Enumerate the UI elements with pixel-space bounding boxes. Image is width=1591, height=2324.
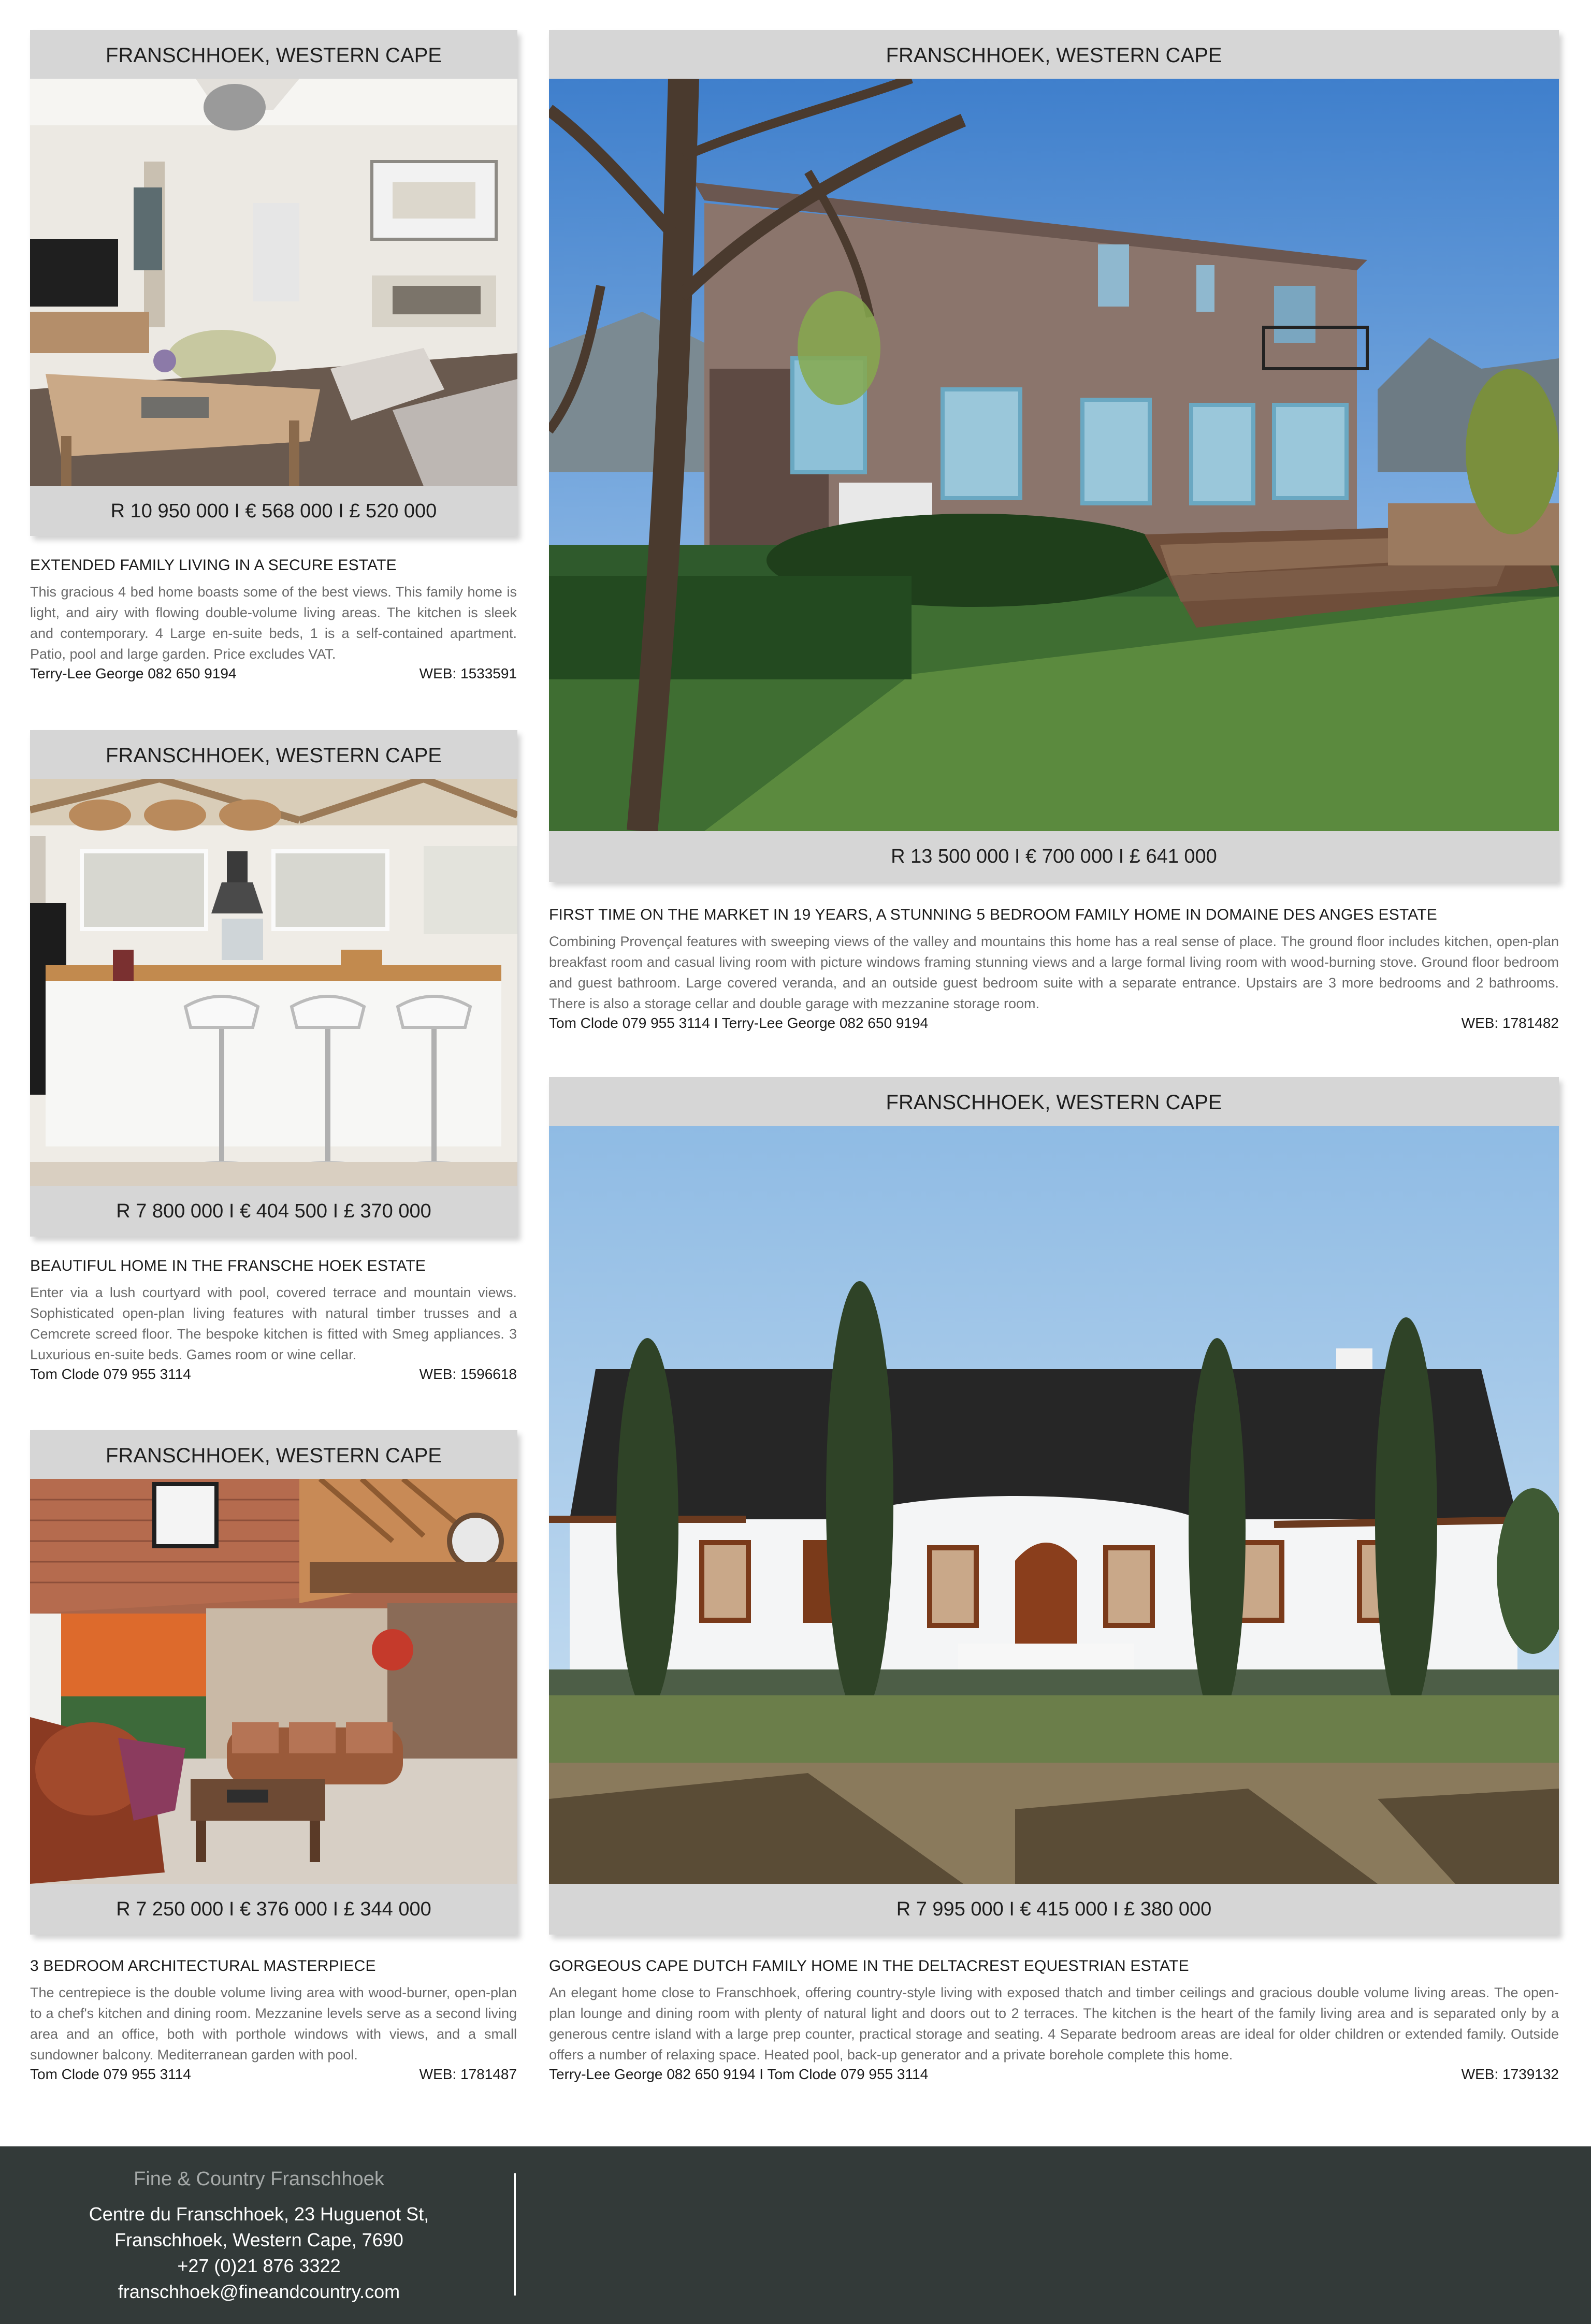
office-phone[interactable]: +27 (0)21 876 3322 <box>177 2255 341 2276</box>
agent-contact: Tom Clode 079 955 3114 <box>30 1366 191 1382</box>
listing-location: FRANSCHHOEK, WESTERN CAPE <box>106 44 442 67</box>
listing-photo[interactable] <box>30 1479 517 1884</box>
agent-contact: Terry-Lee George 082 650 9194 <box>30 665 237 681</box>
agent-contact: Tom Clode 079 955 3114 I Terry-Lee George 082 650 9194 <box>549 1015 929 1031</box>
listing-title: EXTENDED FAMILY LIVING IN A SECURE ESTATE <box>30 557 397 574</box>
listing-title: BEAUTIFUL HOME IN THE FRANSCHE HOEK ESTATE <box>30 1257 426 1274</box>
listing-details-4 <box>30 1957 517 2083</box>
listing-contact <box>30 1366 517 1383</box>
listing-photo[interactable] <box>549 1126 1559 1884</box>
listing-details-5 <box>549 1957 1559 2083</box>
listing-price: R 7 995 000 I € 415 000 I £ 380 000 <box>896 1898 1212 1920</box>
address-line-1: Centre du Franschhoek, 23 Huguenot St, <box>89 2203 429 2225</box>
address-line-2: Franschhoek, Western Cape, 7690 <box>114 2229 403 2250</box>
listing-photo[interactable] <box>30 79 517 486</box>
listing-photo[interactable] <box>30 779 517 1186</box>
listing-price: R 7 250 000 I € 376 000 I £ 344 000 <box>116 1898 431 1920</box>
listing-description: An elegant home close to Franschhoek, offering country-style living with exposed thatch and timber ceilings and gracious double volume living areas. The open-plan lounge and dining room with plenty of natural light and doors out to 2 terraces. The kitchen is the heart of the family living area and is separated only by a generous centre island with a large prep counter, practical storage and seating. 4 Separate bedroom areas are ideal for older children or extended family. Outside offers a number of relaxing space. Heated pool, back-up generator and a private borehole complete this home. <box>549 1985 1559 2062</box>
listing-price: R 13 500 000 I € 700 000 I £ 641 000 <box>891 846 1217 867</box>
listing-details-1 <box>30 557 517 682</box>
listing-description: Enter via a lush courtyard with pool, covered terrace and mountain views. Sophisticated open-plan living features with natural timber trusses and a Cemcrete screed floor. The bespoke kitchen is fitted with Smeg appliances. 3 Luxurious en-suite beds. Games room or wine cellar. <box>30 1285 517 1362</box>
listing-title: GORGEOUS CAPE DUTCH FAMILY HOME IN THE DELTACREST EQUESTRIAN ESTATE <box>549 1957 1189 1974</box>
web-reference: WEB: 1533591 <box>419 665 517 681</box>
listing-location: FRANSCHHOEK, WESTERN CAPE <box>886 44 1222 67</box>
listing-card-5 <box>549 1077 1559 1935</box>
web-reference: WEB: 1781482 <box>1461 1015 1559 1031</box>
listing-title: FIRST TIME ON THE MARKET IN 19 YEARS, A STUNNING 5 BEDROOM FAMILY HOME IN DOMAINE DES ANGES ESTATE <box>549 906 1437 923</box>
office-contact-block <box>0 2201 518 2305</box>
listing-location: FRANSCHHOEK, WESTERN CAPE <box>106 1444 442 1467</box>
web-reference: WEB: 1781487 <box>419 2066 517 2082</box>
listing-price: R 7 800 000 I € 404 500 I £ 370 000 <box>116 1200 431 1222</box>
footer-divider <box>514 2173 516 2296</box>
office-footer <box>0 2146 1591 2324</box>
listing-card-4 <box>30 1430 517 1935</box>
listing-contact <box>30 2066 517 2083</box>
listing-card-2 <box>549 30 1559 882</box>
listing-contact <box>30 665 517 682</box>
agent-contact: Terry-Lee George 082 650 9194 I Tom Clode 079 955 3114 <box>549 2066 929 2082</box>
web-reference: WEB: 1596618 <box>419 1366 517 1382</box>
listing-title: 3 BEDROOM ARCHITECTURAL MASTERPIECE <box>30 1957 376 1974</box>
listing-description: Combining Provençal features with sweeping views of the valley and mountains this home has a real sense of place. The ground floor includes kitchen, open-plan breakfast room and casual living room with picture windows framing stunning views and a large formal living room with wood-burning stove. Ground floor bedroom and guest bathroom. Large covered veranda, and an outside guest bedroom suite with a separate entrance. Upstairs are 3 more bedrooms and 2 bathrooms. There is also a storage cellar and double garage with mezzanine storage room. <box>549 934 1559 1011</box>
listing-photo[interactable] <box>549 79 1559 831</box>
listing-description: The centrepiece is the double volume living area with wood-burner, open-plan to a chef's kitchen and dining room. Mezzanine levels serve as a second living area and an office, both with porthole windows with views, and a small sundowner balcony. Mediterranean garden with pool. <box>30 1985 517 2062</box>
office-name: Fine & Country Franschhoek <box>134 2168 384 2190</box>
agent-contact: Tom Clode 079 955 3114 <box>30 2066 191 2082</box>
listing-contact <box>549 2066 1559 2083</box>
web-reference: WEB: 1739132 <box>1461 2066 1559 2082</box>
listing-details-2 <box>549 906 1559 1032</box>
listing-card-3 <box>30 730 517 1237</box>
listing-details-3 <box>30 1257 517 1383</box>
listing-contact <box>549 1015 1559 1032</box>
listing-description: This gracious 4 bed home boasts some of the best views. This family home is light, and airy with flowing double-volume living areas. The kitchen is sleek and contemporary. 4 Large en-suite beds, 1 is a self-contained apartment. Patio, pool and large garden. Price excludes VAT. <box>30 584 517 662</box>
listing-location: FRANSCHHOEK, WESTERN CAPE <box>886 1091 1222 1114</box>
office-email[interactable]: franschhoek@fineandcountry.com <box>118 2281 400 2302</box>
listing-card-1 <box>30 30 517 536</box>
listing-location: FRANSCHHOEK, WESTERN CAPE <box>106 744 442 767</box>
listing-price: R 10 950 000 I € 568 000 I £ 520 000 <box>110 500 437 522</box>
